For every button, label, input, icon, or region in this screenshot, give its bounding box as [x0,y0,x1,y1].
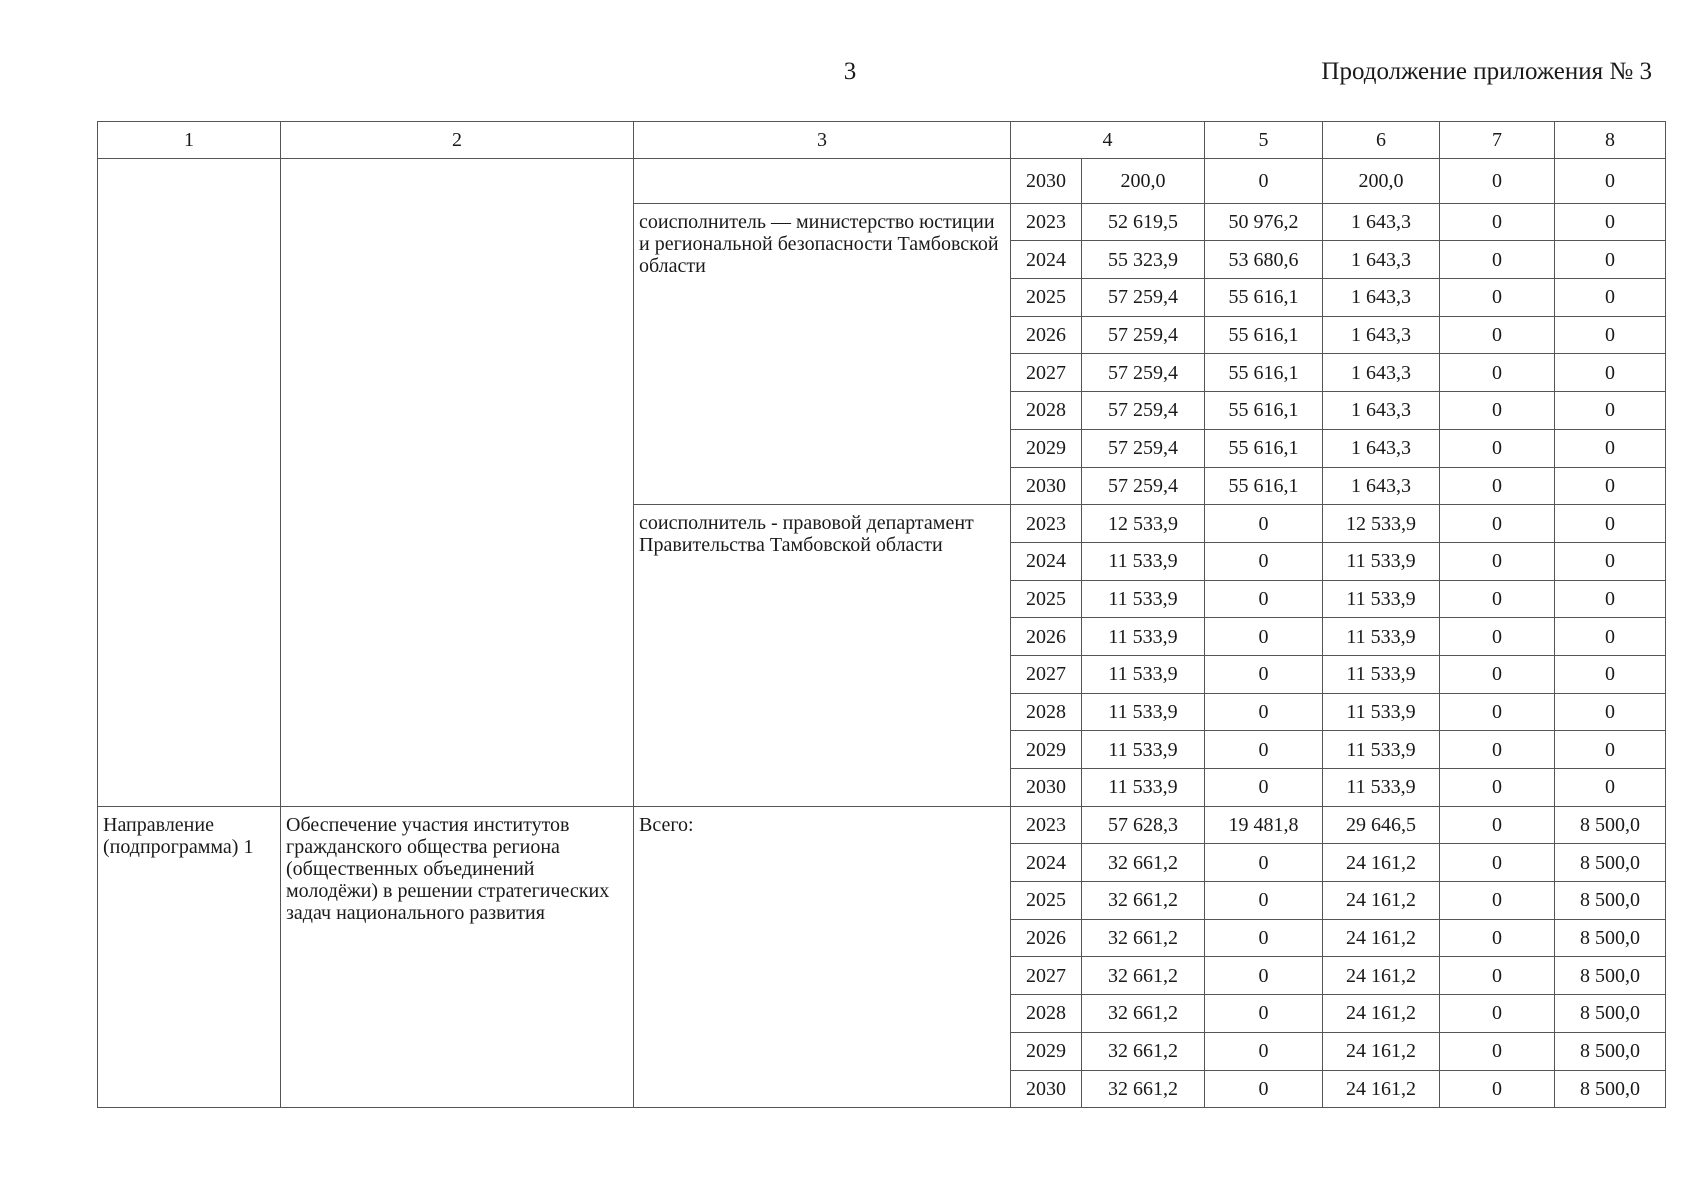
year-cell: 2026 [1011,618,1082,656]
value-cell: 57 259,4 [1082,279,1205,317]
value-cell: 55 616,1 [1205,467,1323,505]
value-cell: 0 [1440,731,1555,769]
value-cell: 8 500,0 [1555,1070,1666,1108]
value-cell: 11 533,9 [1082,693,1205,731]
year-cell: 2025 [1011,882,1082,920]
direction-label: Направление (подпрограмма) 1 [98,806,281,1108]
value-cell: 32 661,2 [1082,1070,1205,1108]
value-cell: 12 533,9 [1323,505,1440,543]
value-cell: 24 161,2 [1323,844,1440,882]
appendix-caption: Продолжение приложения № 3 [1321,58,1652,85]
value-cell: 11 533,9 [1323,618,1440,656]
value-cell: 0 [1555,159,1666,204]
year-cell: 2029 [1011,429,1082,467]
value-cell: 0 [1440,806,1555,844]
year-cell: 2023 [1011,505,1082,543]
column-header-row [98,122,1666,159]
executor-cell: Всего: [634,806,1011,1108]
value-cell: 24 161,2 [1323,1032,1440,1070]
year-cell: 2030 [1011,769,1082,807]
value-cell: 0 [1440,354,1555,392]
value-cell: 1 643,3 [1323,429,1440,467]
value-cell: 11 533,9 [1082,580,1205,618]
value-cell: 8 500,0 [1555,1032,1666,1070]
value-cell: 0 [1440,1032,1555,1070]
column-header-8: 8 [1555,122,1666,159]
col1-merged-cell [98,159,281,807]
value-cell: 0 [1555,505,1666,543]
value-cell: 0 [1555,731,1666,769]
value-cell: 0 [1555,203,1666,241]
value-cell: 0 [1440,919,1555,957]
value-cell: 57 259,4 [1082,429,1205,467]
value-cell: 0 [1205,731,1323,769]
column-header-7: 7 [1440,122,1555,159]
value-cell: 11 533,9 [1082,655,1205,693]
value-cell: 8 500,0 [1555,957,1666,995]
column-header-5: 5 [1205,122,1323,159]
year-cell: 2025 [1011,580,1082,618]
year-cell: 2025 [1011,279,1082,317]
value-cell: 0 [1440,957,1555,995]
year-cell: 2024 [1011,844,1082,882]
value-cell: 1 643,3 [1323,279,1440,317]
value-cell: 0 [1555,693,1666,731]
executor-cell: соисполнитель - правовой департамент Правительства Тамбовской области [634,505,1011,807]
value-cell: 0 [1440,542,1555,580]
value-cell: 0 [1440,203,1555,241]
value-cell: 55 616,1 [1205,354,1323,392]
value-cell: 0 [1555,618,1666,656]
value-cell: 0 [1555,354,1666,392]
value-cell: 11 533,9 [1323,542,1440,580]
value-cell: 32 661,2 [1082,957,1205,995]
value-cell: 0 [1205,844,1323,882]
value-cell: 0 [1440,316,1555,354]
value-cell: 24 161,2 [1323,919,1440,957]
value-cell: 57 259,4 [1082,354,1205,392]
value-cell: 53 680,6 [1205,241,1323,279]
value-cell: 0 [1440,1070,1555,1108]
year-cell: 2026 [1011,316,1082,354]
value-cell: 57 259,4 [1082,316,1205,354]
value-cell: 24 161,2 [1323,882,1440,920]
value-cell: 24 161,2 [1323,957,1440,995]
value-cell: 50 976,2 [1205,203,1323,241]
value-cell: 1 643,3 [1323,203,1440,241]
value-cell: 0 [1440,882,1555,920]
value-cell: 0 [1440,241,1555,279]
value-cell: 0 [1555,392,1666,430]
value-cell: 0 [1205,919,1323,957]
table-body [98,159,1666,1108]
value-cell: 0 [1440,505,1555,543]
value-cell: 0 [1555,467,1666,505]
value-cell: 0 [1205,542,1323,580]
value-cell: 0 [1555,580,1666,618]
value-cell: 8 500,0 [1555,919,1666,957]
value-cell: 29 646,5 [1323,806,1440,844]
value-cell: 11 533,9 [1323,580,1440,618]
value-cell: 57 259,4 [1082,392,1205,430]
value-cell: 0 [1440,995,1555,1033]
column-header-3: 3 [634,122,1011,159]
column-header-1: 1 [98,122,281,159]
value-cell: 32 661,2 [1082,995,1205,1033]
value-cell: 0 [1555,769,1666,807]
value-cell: 0 [1440,655,1555,693]
year-cell: 2028 [1011,995,1082,1033]
value-cell: 0 [1205,769,1323,807]
value-cell: 55 616,1 [1205,429,1323,467]
value-cell: 0 [1440,392,1555,430]
year-cell: 2026 [1011,919,1082,957]
year-cell: 2029 [1011,731,1082,769]
value-cell: 57 628,3 [1082,806,1205,844]
year-cell: 2027 [1011,354,1082,392]
value-cell: 11 533,9 [1082,731,1205,769]
value-cell: 0 [1440,580,1555,618]
value-cell: 8 500,0 [1555,995,1666,1033]
value-cell: 0 [1205,882,1323,920]
value-cell: 52 619,5 [1082,203,1205,241]
executor-cell: соисполнитель — министерство юстиции и региональной безопасности Тамбовской области [634,203,1011,505]
budget-table [97,121,1666,1108]
value-cell: 11 533,9 [1082,542,1205,580]
executor-cell [634,159,1011,204]
value-cell: 0 [1555,429,1666,467]
table-row [98,159,1666,204]
value-cell: 32 661,2 [1082,882,1205,920]
value-cell: 8 500,0 [1555,844,1666,882]
value-cell: 1 643,3 [1323,392,1440,430]
value-cell: 0 [1555,655,1666,693]
year-cell: 2028 [1011,392,1082,430]
value-cell: 24 161,2 [1323,995,1440,1033]
value-cell: 11 533,9 [1323,655,1440,693]
value-cell: 11 533,9 [1323,731,1440,769]
value-cell: 0 [1205,957,1323,995]
value-cell: 1 643,3 [1323,354,1440,392]
value-cell: 1 643,3 [1323,316,1440,354]
value-cell: 0 [1440,467,1555,505]
value-cell: 0 [1440,693,1555,731]
value-cell: 11 533,9 [1323,693,1440,731]
value-cell: 0 [1205,1032,1323,1070]
year-cell: 2030 [1011,1070,1082,1108]
value-cell: 200,0 [1082,159,1205,204]
value-cell: 32 661,2 [1082,844,1205,882]
year-cell: 2023 [1011,806,1082,844]
value-cell: 32 661,2 [1082,1032,1205,1070]
value-cell: 0 [1205,580,1323,618]
value-cell: 11 533,9 [1323,769,1440,807]
table-row [98,806,1666,844]
year-cell: 2028 [1011,693,1082,731]
value-cell: 19 481,8 [1205,806,1323,844]
value-cell: 24 161,2 [1323,1070,1440,1108]
value-cell: 1 643,3 [1323,241,1440,279]
column-header-6: 6 [1323,122,1440,159]
value-cell: 0 [1440,618,1555,656]
direction-description: Обеспечение участия институтов гражданского общества региона (общественных объединений молодёжи) в решении стратегических задач национального развития [281,806,634,1108]
value-cell: 32 661,2 [1082,919,1205,957]
value-cell: 0 [1440,159,1555,204]
value-cell: 0 [1440,279,1555,317]
value-cell: 0 [1205,995,1323,1033]
value-cell: 55 616,1 [1205,316,1323,354]
year-cell: 2030 [1011,159,1082,204]
value-cell: 1 643,3 [1323,467,1440,505]
value-cell: 0 [1555,279,1666,317]
column-header-4: 4 [1011,122,1205,159]
year-cell: 2029 [1011,1032,1082,1070]
year-cell: 2024 [1011,542,1082,580]
year-cell: 2030 [1011,467,1082,505]
value-cell: 11 533,9 [1082,769,1205,807]
value-cell: 0 [1205,618,1323,656]
value-cell: 0 [1205,655,1323,693]
col2-merged-cell [281,159,634,807]
value-cell: 200,0 [1323,159,1440,204]
value-cell: 8 500,0 [1555,806,1666,844]
value-cell: 0 [1205,159,1323,204]
value-cell: 0 [1205,1070,1323,1108]
value-cell: 0 [1440,769,1555,807]
value-cell: 0 [1555,241,1666,279]
value-cell: 55 323,9 [1082,241,1205,279]
value-cell: 0 [1205,693,1323,731]
value-cell: 55 616,1 [1205,279,1323,317]
value-cell: 55 616,1 [1205,392,1323,430]
value-cell: 0 [1440,844,1555,882]
column-header-2: 2 [281,122,634,159]
value-cell: 57 259,4 [1082,467,1205,505]
value-cell: 0 [1555,542,1666,580]
value-cell: 0 [1205,505,1323,543]
year-cell: 2024 [1011,241,1082,279]
value-cell: 11 533,9 [1082,618,1205,656]
value-cell: 12 533,9 [1082,505,1205,543]
value-cell: 8 500,0 [1555,882,1666,920]
year-cell: 2023 [1011,203,1082,241]
value-cell: 0 [1555,316,1666,354]
year-cell: 2027 [1011,957,1082,995]
year-cell: 2027 [1011,655,1082,693]
page-number: 3 [843,58,857,85]
value-cell: 0 [1440,429,1555,467]
